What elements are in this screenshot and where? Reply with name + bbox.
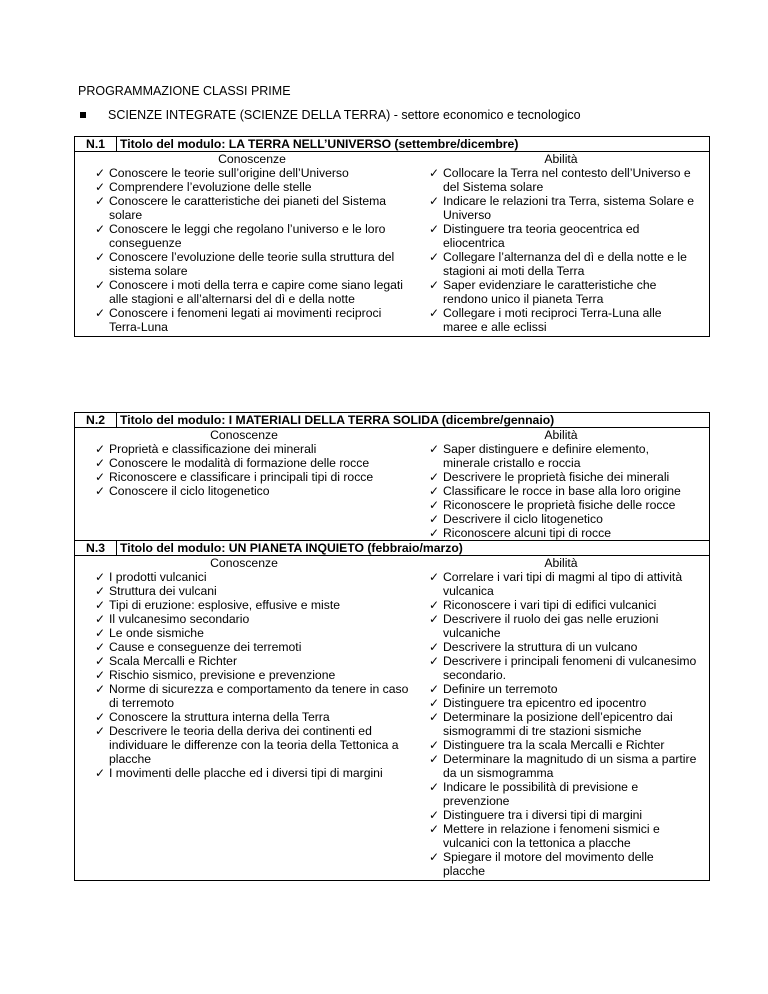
list-item — [93, 626, 413, 640]
list-item — [93, 194, 413, 222]
list-item — [427, 710, 697, 738]
list-item-text: Il vulcanesimo secondario — [109, 612, 250, 626]
module-table-1 — [74, 136, 710, 337]
list-item — [427, 752, 697, 780]
check-icon: ✓ — [95, 442, 106, 456]
conoscenze-header: Conoscenze — [210, 428, 278, 442]
check-icon: ✓ — [429, 250, 440, 264]
check-icon: ✓ — [95, 598, 106, 612]
check-icon: ✓ — [429, 570, 440, 584]
check-icon: ✓ — [429, 598, 440, 612]
check-icon: ✓ — [95, 584, 106, 598]
list-item-text: Conoscere i fenomeni legati ai movimenti reciproci Terra-Luna — [109, 306, 382, 334]
list-item — [93, 250, 413, 278]
list-item — [427, 570, 697, 598]
check-icon: ✓ — [95, 250, 106, 264]
list-item-text: Riconoscere e classificare i principali tipi di rocce — [109, 470, 374, 484]
check-icon: ✓ — [95, 456, 106, 470]
conoscenze-column — [75, 152, 414, 167]
list-item — [427, 738, 697, 752]
list-item-text: Descrivere i principali fenomeni di vulcanesimo secondario. — [443, 654, 697, 682]
check-icon: ✓ — [95, 626, 106, 640]
list-item-text: Determinare la posizione dell’epicentro dai sismogrammi di tre stazioni sismiche — [443, 710, 673, 738]
list-item-text: Conoscere i moti della terra e capire come siano legati alle stagioni e all’alternarsi del dì e della notte — [109, 278, 403, 306]
list-item — [93, 668, 413, 682]
list-item — [427, 682, 697, 696]
module-number: N.2 — [75, 413, 117, 428]
list-item-text: Proprietà e classificazione dei minerali — [109, 442, 317, 456]
list-item-text: Correlare i vari tipi di magmi al tipo di attività vulcanica — [443, 570, 683, 598]
list-item-text: Le onde sismiche — [109, 626, 204, 640]
list-item-text: Tipi di eruzione: esplosive, effusive e miste — [109, 598, 340, 612]
list-item — [427, 484, 697, 498]
list-item-text: Collegare i moti reciproci Terra-Luna alle maree e alle eclissi — [443, 306, 662, 334]
list-item-text: Descrivere il ruolo dei gas nelle eruzioni vulcaniche — [443, 612, 659, 640]
list-item — [93, 456, 413, 470]
abilita-list — [427, 166, 697, 334]
list-item-text: Conoscere il ciclo litogenetico — [109, 484, 270, 498]
list-item — [427, 498, 697, 512]
check-icon: ✓ — [95, 166, 106, 180]
check-icon: ✓ — [429, 752, 440, 766]
list-item — [93, 654, 413, 668]
check-icon: ✓ — [95, 724, 106, 738]
list-item — [427, 222, 697, 250]
conoscenze-header: Conoscenze — [210, 556, 278, 570]
conoscenze-list — [93, 166, 413, 334]
module-title: Titolo del modulo: LA TERRA NELL’UNIVERSO (settembre/dicembre) — [117, 137, 710, 152]
list-item — [427, 278, 697, 306]
list-item-text: Collegare l’alternanza del dì e della notte e le stagioni ai moti della Terra — [443, 250, 687, 278]
list-item-text: Descrivere il ciclo litogenetico — [443, 512, 603, 526]
list-item-text: I prodotti vulcanici — [109, 570, 207, 584]
list-item-text: Mettere in relazione i fenomeni sismici e vulcanici con la tettonica a placche — [443, 822, 660, 850]
list-item-text: Distinguere tra epicentro ed ipocentro — [443, 696, 647, 710]
list-item-text: Descrivere le teoria della deriva dei continenti ed individuare le differenze con la teoria della Tettonica a placche — [109, 724, 399, 766]
list-item-text: Norme di sicurezza e comportamento da tenere in caso di terremoto — [109, 682, 409, 710]
list-item — [427, 526, 697, 540]
check-icon: ✓ — [95, 654, 106, 668]
check-icon: ✓ — [429, 654, 440, 668]
abilita-header: Abilità — [544, 428, 578, 442]
list-item — [93, 724, 413, 766]
list-item — [427, 598, 697, 612]
list-item-text: Riconoscere i vari tipi di edifici vulcanici — [443, 598, 657, 612]
check-icon: ✓ — [429, 194, 440, 208]
list-item-text: Conoscere le modalità di formazione delle rocce — [109, 456, 370, 470]
module-number: N.1 — [75, 137, 117, 152]
conoscenze-header: Conoscenze — [218, 152, 286, 166]
module-number: N.3 — [75, 541, 117, 556]
check-icon: ✓ — [429, 612, 440, 626]
list-item-text: Descrivere la struttura di un vulcano — [443, 640, 638, 654]
list-item — [427, 470, 697, 484]
list-item-text: Struttura dei vulcani — [109, 584, 217, 598]
list-item — [427, 194, 697, 222]
list-item — [427, 654, 697, 682]
list-item — [93, 612, 413, 626]
list-item — [93, 306, 413, 334]
list-item-text: Riconoscere le proprietà fisiche delle rocce — [443, 498, 676, 512]
list-item-text: Distinguere tra la scala Mercalli e Richter — [443, 738, 665, 752]
abilita-list — [427, 570, 697, 878]
list-item — [427, 696, 697, 710]
check-icon: ✓ — [95, 470, 106, 484]
abilita-header: Abilità — [544, 556, 578, 570]
check-icon: ✓ — [429, 278, 440, 292]
check-icon: ✓ — [95, 180, 106, 194]
list-item-text: Definire un terremoto — [443, 682, 558, 696]
subject-text: SCIENZE INTEGRATE (SCIENZE DELLA TERRA) - settore economico e tecnologico — [108, 108, 581, 122]
list-item — [427, 822, 697, 850]
check-icon: ✓ — [429, 526, 440, 540]
check-icon: ✓ — [429, 710, 440, 724]
check-icon: ✓ — [429, 640, 440, 654]
module-table-2 — [74, 412, 710, 881]
list-item-text: Spiegare il motore del movimento delle placche — [443, 850, 654, 878]
list-item — [427, 442, 697, 470]
square-bullet-icon — [80, 112, 86, 118]
check-icon: ✓ — [429, 780, 440, 794]
check-icon: ✓ — [429, 222, 440, 236]
check-icon: ✓ — [429, 738, 440, 752]
list-item — [93, 710, 413, 724]
list-item — [427, 780, 697, 808]
check-icon: ✓ — [429, 484, 440, 498]
list-item-text: Conoscere l’evoluzione delle teorie sulla struttura del sistema solare — [109, 250, 395, 278]
list-item-text: Conoscere le caratteristiche dei pianeti del Sistema solare — [109, 194, 387, 222]
list-item-text: Determinare la magnitudo di un sisma a partire da un sismogramma — [443, 752, 697, 780]
list-item — [93, 640, 413, 654]
list-item-text: I movimenti delle placche ed i diversi tipi di margini — [109, 766, 383, 780]
check-icon: ✓ — [429, 498, 440, 512]
list-item-text: Conoscere le teorie sull’origine dell’Universo — [109, 166, 349, 180]
list-item — [93, 570, 413, 584]
check-icon: ✓ — [95, 710, 106, 724]
list-item — [93, 584, 413, 598]
list-item-text: Indicare le possibilità di previsione e prevenzione — [443, 780, 639, 808]
list-item-text: Scala Mercalli e Richter — [109, 654, 238, 668]
list-item — [427, 166, 697, 194]
list-item — [427, 850, 697, 878]
check-icon: ✓ — [429, 306, 440, 320]
check-icon: ✓ — [429, 682, 440, 696]
list-item — [427, 640, 697, 654]
list-item — [93, 222, 413, 250]
list-item-text: Classificare le rocce in base alla loro origine — [443, 484, 681, 498]
check-icon: ✓ — [95, 194, 106, 208]
check-icon: ✓ — [429, 850, 440, 864]
list-item — [93, 166, 413, 180]
check-icon: ✓ — [429, 442, 440, 456]
conoscenze-list — [93, 570, 413, 780]
list-item-text: Descrivere le proprietà fisiche dei minerali — [443, 470, 670, 484]
list-item-text: Riconoscere alcuni tipi di rocce — [443, 526, 611, 540]
list-item — [93, 442, 413, 456]
list-item — [427, 612, 697, 640]
check-icon: ✓ — [429, 166, 440, 180]
list-item-text: Distinguere tra teoria geocentrica ed eliocentrica — [443, 222, 640, 250]
check-icon: ✓ — [95, 278, 106, 292]
check-icon: ✓ — [95, 306, 106, 320]
list-item-text: Conoscere la struttura interna della Terra — [109, 710, 330, 724]
list-item — [427, 306, 697, 334]
check-icon: ✓ — [95, 766, 106, 780]
list-item-text: Indicare le relazioni tra Terra, sistema Solare e Universo — [443, 194, 695, 222]
subject-heading — [78, 108, 581, 122]
check-icon: ✓ — [95, 222, 106, 236]
abilita-header: Abilità — [544, 152, 578, 166]
list-item — [427, 808, 697, 822]
check-icon: ✓ — [429, 512, 440, 526]
check-icon: ✓ — [95, 640, 106, 654]
module-title: Titolo del modulo: I MATERIALI DELLA TERRA SOLIDA (dicembre/gennaio) — [117, 413, 710, 428]
list-item — [427, 250, 697, 278]
module-title: Titolo del modulo: UN PIANETA INQUIETO (febbraio/marzo) — [117, 541, 710, 556]
page-title: PROGRAMMAZIONE CLASSI PRIME — [78, 84, 291, 98]
list-item — [93, 470, 413, 484]
check-icon: ✓ — [95, 612, 106, 626]
check-icon: ✓ — [429, 808, 440, 822]
list-item-text: Cause e conseguenze dei terremoti — [109, 640, 302, 654]
check-icon: ✓ — [95, 682, 106, 696]
list-item — [427, 512, 697, 526]
check-icon: ✓ — [95, 668, 106, 682]
abilita-list — [427, 442, 697, 540]
list-item-text: Collocare la Terra nel contesto dell’Universo e del Sistema solare — [443, 166, 691, 194]
list-item-text: Saper evidenziare le caratteristiche che rendono unico il pianeta Terra — [443, 278, 657, 306]
conoscenze-list — [93, 442, 413, 498]
list-item-text: Rischio sismico, previsione e prevenzione — [109, 668, 336, 682]
list-item — [93, 180, 413, 194]
list-item-text: Conoscere le leggi che regolano l’universo e le loro conseguenze — [109, 222, 386, 250]
check-icon: ✓ — [95, 570, 106, 584]
list-item — [93, 484, 413, 498]
abilita-column — [413, 152, 710, 167]
list-item — [93, 682, 413, 710]
list-item — [93, 278, 413, 306]
list-item — [93, 598, 413, 612]
check-icon: ✓ — [429, 696, 440, 710]
list-item-text: Comprendere l’evoluzione delle stelle — [109, 180, 312, 194]
list-item — [93, 766, 413, 780]
list-item-text: Distinguere tra i diversi tipi di margini — [443, 808, 643, 822]
list-item-text: Saper distinguere e definire elemento, minerale cristallo e roccia — [443, 442, 649, 470]
check-icon: ✓ — [429, 470, 440, 484]
check-icon: ✓ — [95, 484, 106, 498]
check-icon: ✓ — [429, 822, 440, 836]
